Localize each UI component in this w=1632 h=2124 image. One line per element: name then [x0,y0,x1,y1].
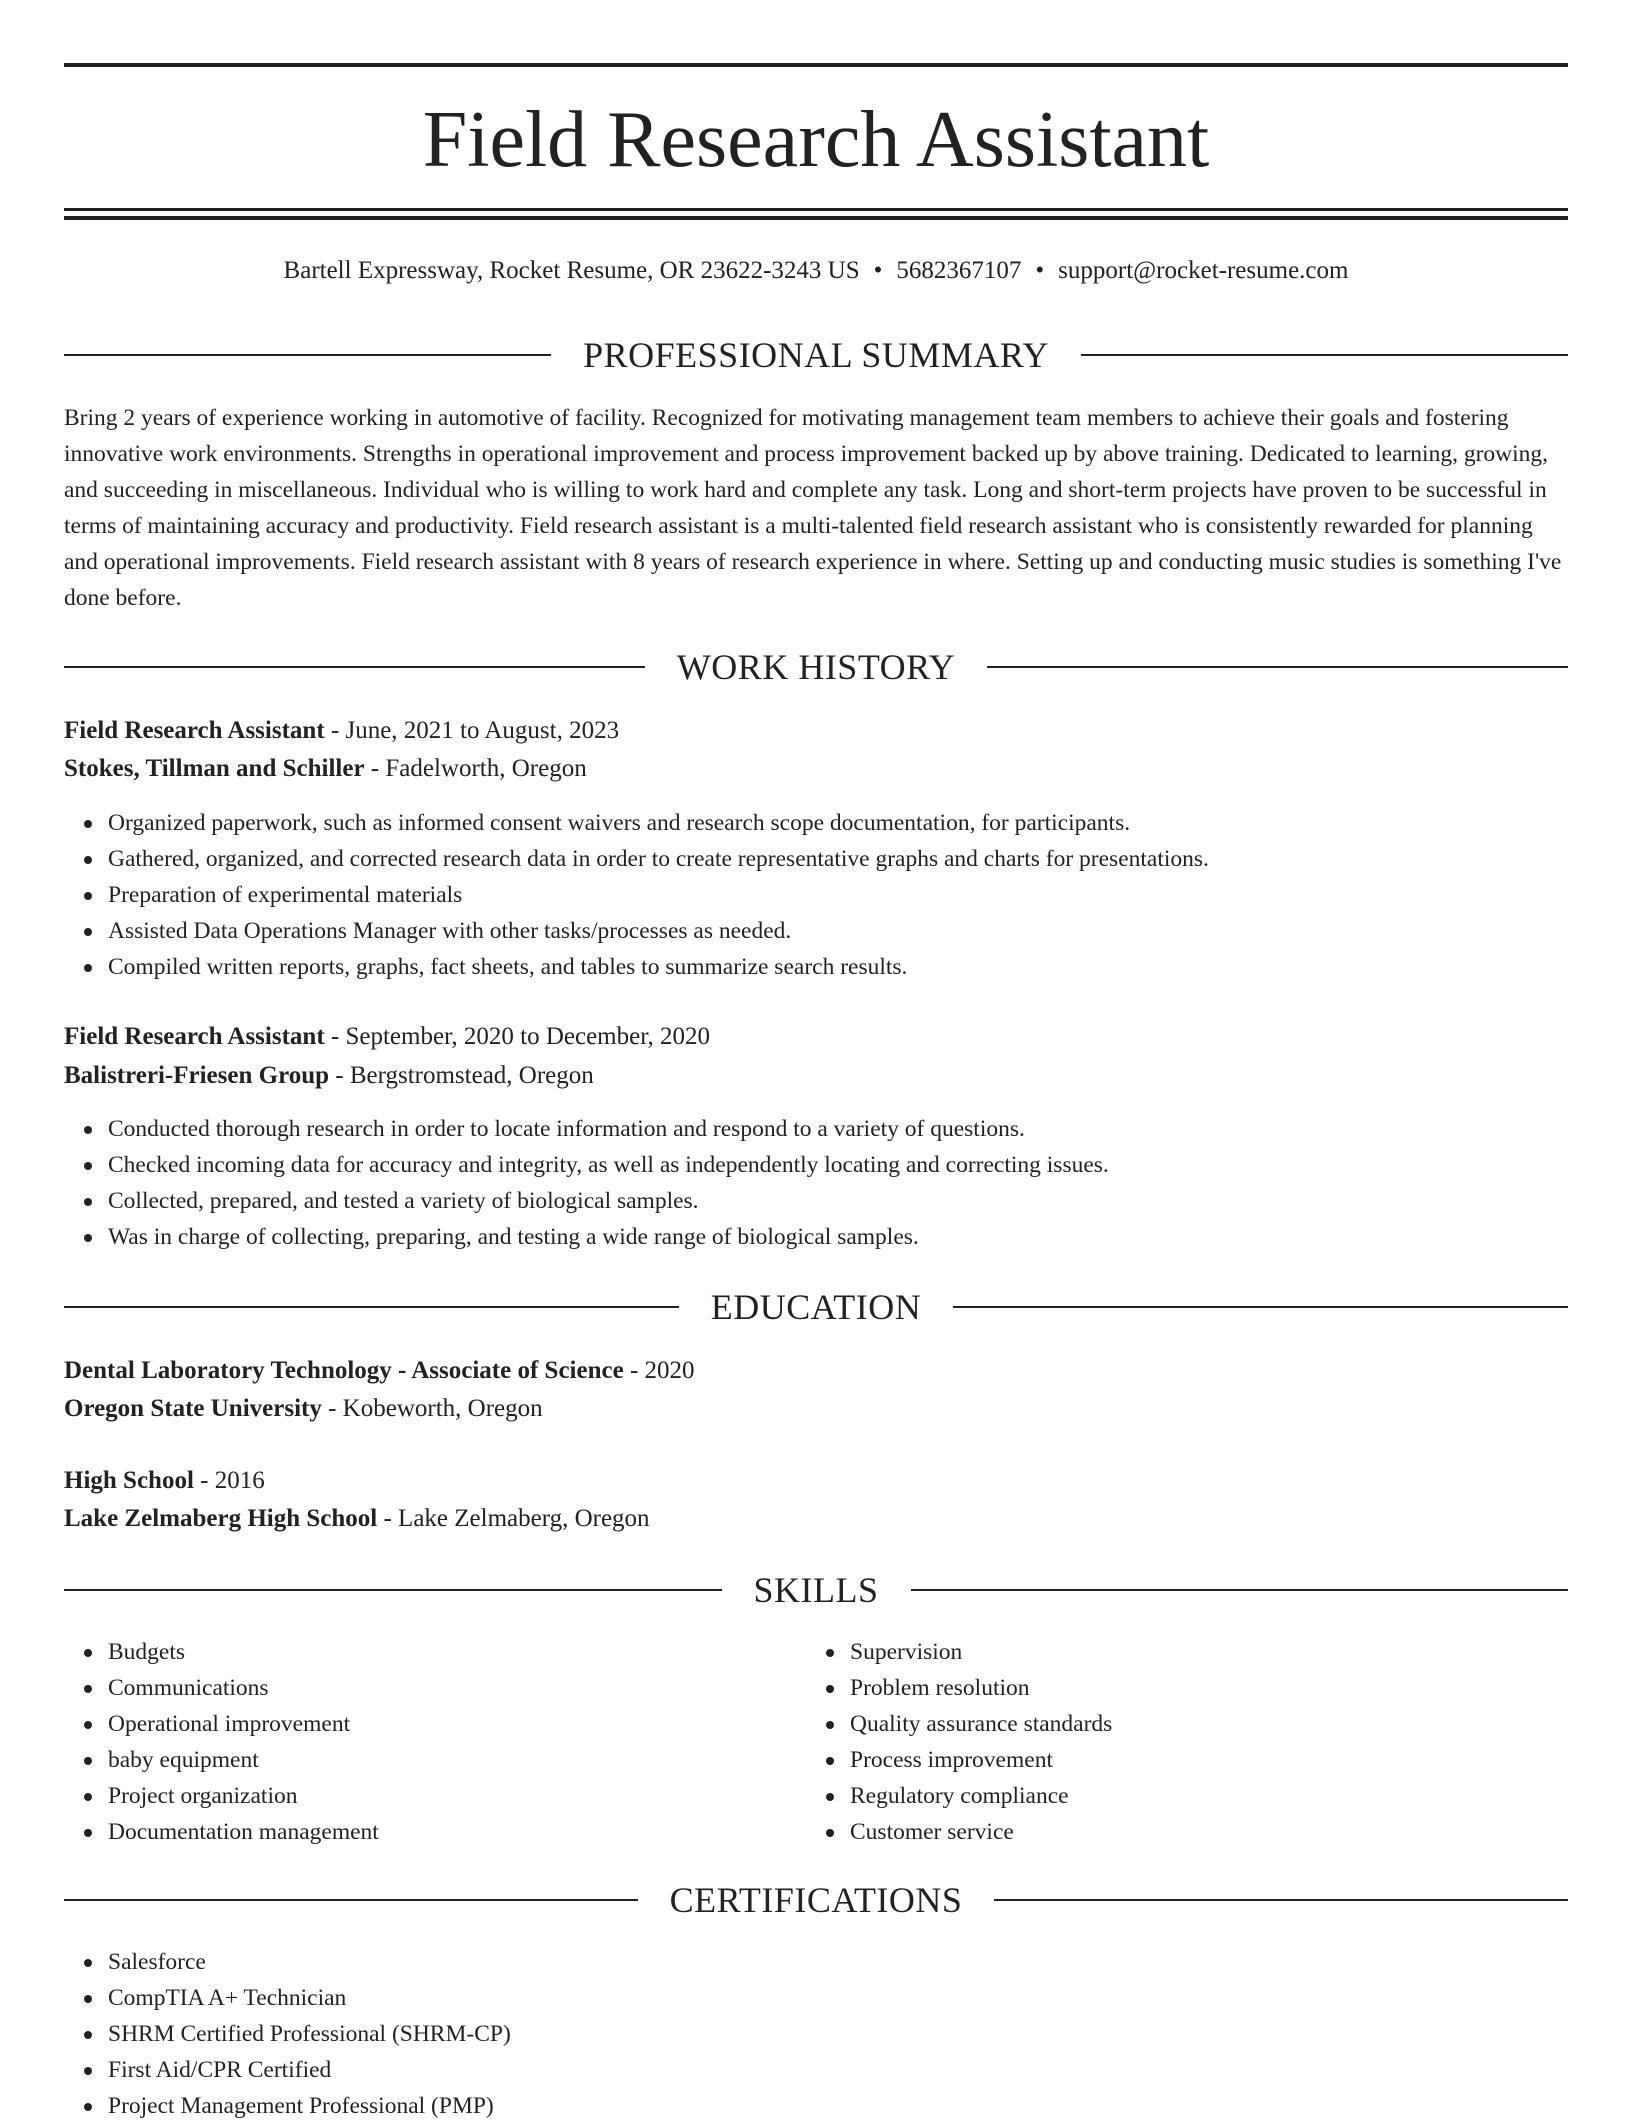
contact-email: support@rocket-resume.com [1058,257,1349,284]
list-item: SHRM Certified Professional (SHRM-CP) [108,2016,511,2052]
list-item: Customer service [850,1814,1112,1850]
contact-address: Bartell Expressway, Rocket Resume, OR 23622-3243 US [283,257,860,284]
list-item: Salesforce [108,1944,511,1980]
section-title-skills: SKILLS [753,1570,879,1610]
job-bullets [64,1111,1109,1255]
education-year: - 2016 [193,1467,265,1494]
divider-line [64,354,551,356]
list-item: Project Management Professional (PMP) [108,2088,511,2124]
list-item: First Aid/CPR Certified [108,2052,511,2088]
list-item: Quality assurance standards [850,1706,1112,1742]
job-role: Field Research Assistant [64,717,325,744]
list-item: Gathered, organized, and corrected research data in order to create representative graphs and charts for presentations. [108,841,1209,877]
list-item: Assisted Data Operations Manager with other tasks/processes as needed. [108,913,1209,949]
education-degree: Dental Laboratory Technology - Associate of Science [64,1357,624,1384]
education-location: - Kobeworth, Oregon [321,1395,543,1422]
job-bullets [64,805,1209,985]
summary-text: Bring 2 years of experience working in automotive of facility. Recognized for motivating management team members to achieve their goals and fostering innovative work environments. Strengths in operational improvement and process improvement backed up by above training. Dedicated to learning, growing, and succeeding in miscellaneous. Individual who is willing to work hard and complete any task. Long and short-term projects have proven to be successful in terms of maintaining accuracy and productivity. Field research assistant is a multi-talented field research assistant who is consistently rewarded for planning and operational improvements. Field research assistant with 8 years of research experience in where. Setting up and conducting music studies is something I've done before. [64,405,1562,611]
job-title-line [64,713,1568,749]
contact-phone: 5682367107 [896,257,1022,284]
section-header-education [64,1285,1568,1329]
section-title-certifications: CERTIFICATIONS [669,1880,963,1920]
job-company: Balistreri-Friesen Group [64,1062,330,1089]
divider-line [987,666,1568,668]
education-location: - Lake Zelmaberg, Oregon [377,1505,650,1532]
divider-line [64,666,645,668]
section-header-summary [64,333,1568,377]
list-item: Checked incoming data for accuracy and integrity, as well as independently locating and correcting issues. [108,1147,1109,1183]
job-location: - Bergstromstead, Oregon [329,1062,594,1089]
education-school-line [64,1501,1568,1537]
top-rule [64,63,1568,67]
divider-line [953,1306,1568,1308]
job-company-line [64,1058,1568,1094]
resume-title: Field Research Assistant [422,96,1210,184]
skills-list-right [806,1634,1112,1850]
divider-line [1081,354,1568,356]
education-degree: High School [64,1467,194,1494]
list-item: Process improvement [850,1742,1112,1778]
list-item: baby equipment [108,1742,379,1778]
double-rule [64,208,1568,220]
list-item: Documentation management [108,1814,379,1850]
education-degree-line [64,1353,1568,1389]
contact-line [64,254,1568,288]
education-year: - 2020 [623,1357,695,1384]
education-school-line [64,1391,1568,1427]
job-location: - Fadelworth, Oregon [364,755,587,782]
job-role: Field Research Assistant [64,1023,325,1050]
list-item: Conducted thorough research in order to locate information and respond to a variety of questions. [108,1111,1109,1147]
list-item: Organized paperwork, such as informed consent waivers and research scope documentation, for participants. [108,805,1209,841]
list-item: Project organization [108,1778,379,1814]
divider-line [994,1899,1568,1901]
education-degree-line [64,1463,1568,1499]
divider-line [64,1899,638,1901]
section-title-summary: PROFESSIONAL SUMMARY [583,335,1049,375]
list-item: Budgets [108,1634,379,1670]
job-company-line [64,751,1568,787]
list-item: Preparation of experimental materials [108,877,1209,913]
list-item: Operational improvement [108,1706,379,1742]
section-title-education: EDUCATION [710,1287,922,1327]
list-item: Regulatory compliance [850,1778,1112,1814]
job-title-line [64,1019,1568,1055]
list-item: Was in charge of collecting, preparing, and testing a wide range of biological samples. [108,1219,1109,1255]
list-item: Problem resolution [850,1670,1112,1706]
education-school: Oregon State University [64,1395,322,1422]
list-item: Supervision [850,1634,1112,1670]
section-header-work [64,645,1568,689]
certifications-list [64,1944,511,2124]
section-header-certifications [64,1878,1568,1922]
skills-list-left [64,1634,379,1850]
contact-separator: • [1035,257,1045,284]
divider-line [911,1589,1569,1591]
section-header-skills [64,1568,1568,1612]
job-dates: - June, 2021 to August, 2023 [324,717,620,744]
section-title-work: WORK HISTORY [676,647,956,687]
contact-separator: • [873,257,883,284]
list-item: Communications [108,1670,379,1706]
job-dates: - September, 2020 to December, 2020 [324,1023,711,1050]
divider-line [64,1306,679,1308]
education-school: Lake Zelmaberg High School [64,1505,378,1532]
list-item: CompTIA A+ Technician [108,1980,511,2016]
divider-line [64,1589,722,1591]
list-item: Compiled written reports, graphs, fact sheets, and tables to summarize search results. [108,949,1209,985]
list-item: Collected, prepared, and tested a variety of biological samples. [108,1183,1109,1219]
job-company: Stokes, Tillman and Schiller [64,755,365,782]
